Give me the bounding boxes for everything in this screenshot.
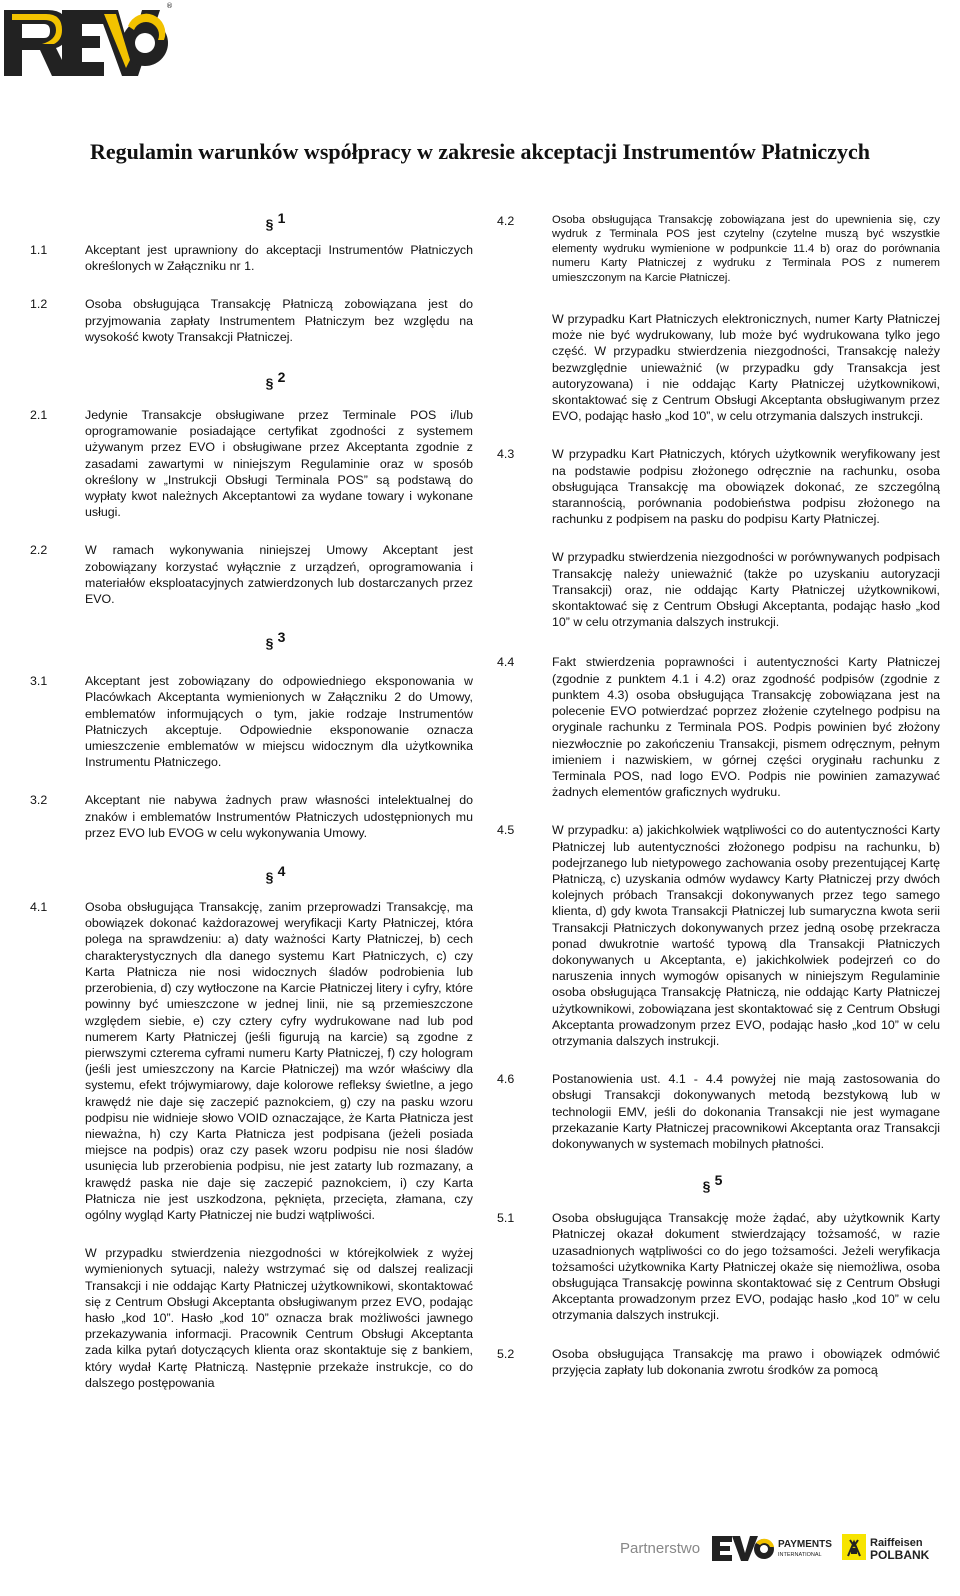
paragraph-text: Jedynie Transakcje obsługiwane przez Terminale POS i/lub oprogramowanie posiadające certyfikat zgodności z systemem używanym przez EVO i obsługiwane przez Akceptanta zgodnie z zasadami zawartymi w niniejszym Regulaminie oraz w sposób określony w „Instrukcji Obsługi Terminala POS” są podstawą do wypłaty kwot należnych Akceptantowi za wydane towary i wykonane usługi.: [85, 408, 473, 520]
paragraph-text: Fakt stwierdzenia poprawności i autentyczności Karty Płatniczej (zgodnie z punktem 4.1 i 4.2) oraz zgodność podpisów (zgodnie z punktem 4.3) osoba obsługująca Transakcję zobowiązana jest na polecenie EVO potwierdzać poprzez złożenie czytelnego podpisu na oryginale rachunku z Terminala POS. Podpis powinien być złożony niezwłocznie po zakończeniu Transakcji, pismem odręcznym, pełnym imieniem i nazwiskiem, w górnej części oryginału rachunku z Terminala POS, nad logo EVO. Podpis nie powinien zamazywać żadnych elementów graficznych wydruku.: [552, 655, 940, 800]
paragraph-number: 4.4: [497, 655, 515, 670]
paragraph-4-5: [497, 822, 940, 1049]
paragraph-text: Osoba obsługująca Transakcję Płatniczą zobowiązana jest do przyjmowania zapłaty Instrumentem Płatniczym bez względu na wysokość kwoty Transakcji Płatniczej.: [85, 297, 473, 344]
section-number: § 2: [278, 369, 286, 385]
paragraph-number: 2.2: [30, 543, 48, 558]
section-number: § 4: [278, 863, 286, 879]
evo-payments-label: PAYMENTS: [778, 1539, 832, 1550]
paragraph-text: Osoba obsługująca Transakcję, zanim przeprowadzi Transakcję, ma obowiązek dokonać każdorazowej weryfikacji Karty Płatniczej, która polega na sprawdzeniu: a) daty ważności Karty Płatniczej, b) cech charakterystycznych dla danego systemu Kart Płatniczych, c) czy Karta Płatnicza nie nosi widocznych śladów podrobienia lub przerobienia, d) czy wytłoczone na Karcie Płatniczej litery i cyfry, które powinny być umieszczone w jednej linii, nie są przemieszczone względem siebie, e) czy cztery cyfry wydrukowane nad lub pod numerem Karty Płatniczej (jeśli figurują na karcie) są zgodne z pierwszymi czterema cyframi numeru Karty Płatniczej, f) czy hologram (jeśli jest umieszczony na Karcie Płatniczej) ma wzór właściwy dla systemu, efekt trójwymiarowy, daje kolorowe refleksy świetlne, a jego krawędź nie daje się zaczepić paznokciem, g) czy na pasku wzoru podpisu nie widnieje słowo VOID oznaczające, że Karta Płatnicza jest nieważna, h) czy Karta Płatnicza jest podpisana (jeżeli posiada miejsce na podpis) oraz czy pasek wzoru podpisu nie nosi śladów usunięcia lub przerobienia podpisu, nie jest zatarty lub rozmazany, a krawędź paska nie daje się zaczepić paznokciem, i) czy Karta Płatnicza nie jest uszkodzona, pęknięta, przecięta, złamana, czy ogólny wygląd Karty Płatniczej nie budzi wątpliwości.: [85, 900, 473, 1222]
right-column: [497, 213, 940, 1378]
paragraph-text: Akceptant jest zobowiązany do odpowiedniego eksponowania w Placówkach Akceptanta wymienionych w Załączniku 2 do Umowy, emblematów informujących o tym, jakie rodzaje Instrumentów Płatniczych akceptuje. Odpowiednie eksponowanie oznacza umieszczenie emblematów w miejscu widocznym dla użytkownika Instrumentu Płatniczego.: [85, 674, 473, 770]
paragraph-number: 4.6: [497, 1072, 515, 1087]
paragraph-1-1: [30, 242, 473, 274]
paragraph-3-1: [30, 673, 473, 770]
paragraph-number: 5.1: [497, 1211, 515, 1226]
paragraph-text: W przypadku Kart Płatniczych elektronicznych, numer Karty Płatniczej może nie być wydrukowany, lub może być wydrukowana tylko jego część. W przypadku stwierdzenia niezgodności, Transakcję należy bezwzględnie unieważnić (w przypadku gdy Transakcja jest autoryzowana) i nie oddając Karty Płatniczej użytkownikowi, skontaktować się z Centrum Obsługi Akceptanta obsługiwanym przez EVO, podając hasło „kod 10”, w celu otrzymania dalszych instrukcji.: [552, 312, 940, 424]
section-number: § 5: [715, 1172, 723, 1188]
section-number: § 3: [278, 629, 286, 645]
paragraph-text: W przypadku stwierdzenia niezgodności w porównywanych podpisach Transakcję należy unieważnić (także po uzyskaniu autoryzacji Transakcji) oraz, nie oddając Karty Płatniczej użytkownikowi, skontaktować się z Centrum Obsługi Akceptanta, podając hasło „kod 10” w celu otrzymania dalszych instrukcji.: [552, 550, 940, 630]
paragraph-text: W ramach wykonywania niniejszej Umowy Akceptant jest zobowiązany korzystać wyłącznie z urządzeń, oprogramowania i materiałów eksploatacyjnych zatwierdzonych lub dostarczanych przez EVO.: [85, 543, 473, 607]
section-heading-1: [90, 210, 473, 236]
paragraph-text: Akceptant jest uprawniony do akceptacji Instrumentów Płatniczych określonych w Załączniku nr 1.: [85, 243, 473, 274]
paragraph-number: 4.1: [30, 900, 48, 915]
paragraph-4-1-continued: [30, 1245, 473, 1391]
paragraph-number: 3.1: [30, 674, 48, 689]
paragraph-4-4: [497, 654, 940, 800]
paragraph-2-2: [30, 542, 473, 607]
paragraph-text: Osoba obsługująca Transakcję ma prawo i obowiązek odmówić przyjęcia zapłaty lub dokonania zwrotu środków za pomocą: [552, 1346, 940, 1377]
paragraph-number: 4.2: [497, 214, 515, 228]
paragraph-5-2: [497, 1346, 940, 1378]
paragraph-text: Postanowienia ust. 4.1 - 4.4 powyżej nie mają zastosowania do obsługi Transakcji dokonywanych metodą bezstykową lub w technologii EMV, jeśli do dokonania Transakcji nie jest wymagane przekazanie Karty Płatniczej pracownikowi Akceptanta oraz Transakcji dokonywanych w systemach mobilnych płatności.: [552, 1072, 940, 1151]
paragraph-text: Osoba obsługująca Transakcję może żądać, aby użytkownik Karty Płatniczej okazał dokument stwierdzający tożsamość, w razie uzasadnionych wątpliwości co do jego tożsamości. Jeżeli weryfikacja tożsamości użytkownika Karty Płatniczej okaże się niemożliwa, osoba obsługująca Transakcję powinna skontaktować się z Centrum Obsługi Akceptanta prowadzonym przez EVO, podając hasło „kod 10” w celu otrzymania dalszych instrukcji.: [552, 1211, 940, 1323]
paragraph-2-1: [30, 407, 473, 520]
section-heading-5: [497, 1172, 940, 1198]
paragraph-text: W przypadku: a) jakichkolwiek wątpliwości co do autentyczności Karty Płatniczej lub autentyczności złożonego podpisu na rachunku, b) podejrzanego lub nietypowego zachowania osoby prezentującej Kartę Płatniczą, c) uzyskania odmów wydawcy Karty Płatniczej przy dwóch kolejnych próbach Transakcji dokonywanych przez tego samego klienta, d) gdy kwota Transakcji Płatniczej lub sumaryczna kwota serii Transakcji Płatniczych dokonywanych przez jedną osobę przekracza ponad dwukrotnie wartość typową dla Transakcji Płatniczych dokonywanych u Akceptanta, e) jakichkolwiek podejrzeń co do naruszenia innych wymogów opisanych w niniejszym Regulaminie osoba obsługująca Transakcję Płatniczą, nie oddając Karty Płatniczej użytkownikowi, zobowiązana jest skontaktować się z Centrum Obsługi Akceptanta prowadzonym przez EVO, podając hasło „kod 10” w celu otrzymania dalszych instrukcji.: [552, 823, 940, 1048]
partnership-label: Partnerstwo: [620, 1540, 701, 1557]
evo-logo-small: [712, 1536, 774, 1561]
paragraph-1-2: [30, 296, 473, 345]
left-column: [30, 210, 473, 1391]
paragraph-4-3: [497, 446, 940, 527]
section-heading-3: [90, 629, 473, 655]
paragraph-number: 2.1: [30, 408, 48, 423]
paragraph-4-2-continued: [497, 311, 940, 424]
paragraph-4-1: [30, 899, 473, 1223]
paragraph-number: 3.2: [30, 793, 48, 808]
paragraph-4-6: [497, 1071, 940, 1152]
paragraph-number: 4.5: [497, 823, 515, 838]
paragraph-5-1: [497, 1210, 940, 1323]
paragraph-4-2: [497, 213, 940, 285]
paragraph-4-3-continued: [497, 549, 940, 630]
paragraph-number: 5.2: [497, 1346, 515, 1361]
bank-name-line2: POLBANK: [870, 1548, 930, 1562]
revo-logo: [0, 0, 175, 82]
evo-international-label: INTERNATIONAL: [778, 1552, 822, 1558]
paragraph-text: Osoba obsługująca Transakcję zobowiązana jest do upewnienia się, czy wydruk z Terminala POS jest czytelny (czytelne muszą być wszystkie elementy wydruku wymienione w podpunkcie 11.4 b) oraz do porównania numeru Karty Płatniczej z wydruku z Terminala POS z numerem umieszczonym na Karcie Płatniczej.: [552, 214, 940, 284]
raiffeisen-logo: [842, 1534, 866, 1560]
bank-name-line1: Raiffeisen: [870, 1537, 923, 1549]
document-title: Regulamin warunków współpracy w zakresie akceptacji Instrumentów Płatniczych: [90, 139, 870, 164]
section-heading-4: [90, 863, 473, 889]
paragraph-text: W przypadku stwierdzenia niezgodności w którejkolwiek z wyżej wymienionych sytuacji, należy wstrzymać się od dalszej realizacji Transakcji i nie oddając Karty Płatniczej użytkownikowi, skontaktować się z Centrum Obsługi Akceptanta obsługiwanym przez EVO, podając hasło „kod 10”. Hasło „kod 10” oznacza brak możliwości jawnego przekazywania informacji. Pracownik Centrum Obsługi Akceptanta zada kilka pytań dotyczących klienta oraz skontaktuje się z bankiem, który wydał Kartę Płatniczą. Następnie przekaże instrukcje, co do dalszego postępowania: [85, 1246, 473, 1390]
section-number: § 1: [278, 210, 286, 226]
paragraph-number: 1.1: [30, 243, 48, 257]
section-heading-2: [90, 369, 473, 395]
paragraph-number: 1.2: [30, 297, 48, 312]
paragraph-text: Akceptant nie nabywa żadnych praw własności intelektualnej do znaków i emblematów Instrumentów Płatniczych udostępnionych mu przez EVO lub EVOG w celu wykonywania Umowy.: [85, 793, 473, 840]
paragraph-number: 4.3: [497, 447, 515, 462]
logo-registered-mark: ®: [166, 2, 173, 10]
partnership-footer: [620, 1528, 950, 1568]
paragraph-text: W przypadku Kart Płatniczych, których użytkownik weryfikowany jest na podstawie podpisu złożonego odręcznie na rachunku, osoba obsługująca Transakcję ma obowiązek dokonać, ze szczególną starannością, porównania podobieństwa podpisu złożonego na rachunku z podpisem na pasku do podpisu Karty Płatniczej.: [552, 447, 940, 527]
paragraph-3-2: [30, 792, 473, 841]
